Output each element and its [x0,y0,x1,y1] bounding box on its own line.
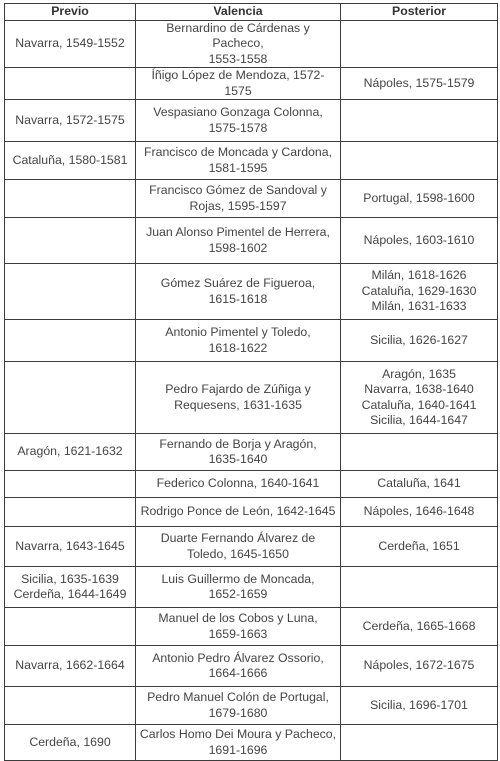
cell-previo: Sicilia, 1635-1639 Cerdeña, 1644-1649 [5,567,136,608]
table-row [5,646,498,687]
table-row [5,471,498,498]
cell-valencia: Antonio Pedro Álvarez Ossorio, 1664-1666 [136,646,341,687]
cell-posterior: Nápoles, 1672-1675 [341,646,498,687]
table-row [5,180,498,218]
viceroys-table [4,3,498,761]
cell-previo [5,608,136,646]
header-previo: Previo [5,4,136,21]
header-row [5,4,498,21]
table-row [5,434,498,471]
cell-posterior: Cerdeña, 1651 [341,527,498,567]
cell-posterior [341,20,498,68]
cell-posterior: Sicilia, 1626-1627 [341,320,498,362]
table-row [5,264,498,320]
cell-valencia: Antonio Pimentel y Toledo, 1618-1622 [136,320,341,362]
cell-posterior: Sicilia, 1696-1701 [341,687,498,725]
header-posterior: Posterior [341,4,498,21]
cell-posterior [341,725,498,761]
cell-valencia: Bernardino de Cárdenas y Pacheco, 1553-1558 [136,20,341,68]
cell-previo: Navarra, 1572-1575 [5,100,136,142]
cell-posterior [341,100,498,142]
table-row [5,100,498,142]
table-row [5,142,498,180]
cell-valencia: Vespasiano Gonzaga Colonna, 1575-1578 [136,100,341,142]
cell-previo [5,218,136,264]
cell-valencia: Manuel de los Cobos y Luna, 1659-1663 [136,608,341,646]
table-row [5,527,498,567]
cell-posterior [341,434,498,471]
cell-posterior: Nápoles, 1575-1579 [341,68,498,100]
cell-valencia: Rodrigo Ponce de León, 1642-1645 [136,498,341,527]
header-valencia: Valencia [136,4,341,21]
cell-valencia: Íñigo López de Mendoza, 1572-1575 [136,68,341,100]
table-row [5,608,498,646]
cell-previo: Navarra, 1549-1552 [5,20,136,68]
cell-previo: Navarra, 1662-1664 [5,646,136,687]
cell-posterior: Cerdeña, 1665-1668 [341,608,498,646]
cell-valencia: Francisco de Moncada y Cardona, 1581-1595 [136,142,341,180]
cell-valencia: Pedro Manuel Colón de Portugal, 1679-1680 [136,687,341,725]
cell-previo: Cataluña, 1580-1581 [5,142,136,180]
cell-posterior [341,142,498,180]
cell-posterior: Portugal, 1598-1600 [341,180,498,218]
cell-previo: Navarra, 1643-1645 [5,527,136,567]
table-row [5,498,498,527]
cell-valencia: Federico Colonna, 1640-1641 [136,471,341,498]
table-row [5,20,498,68]
cell-previo [5,264,136,320]
cell-previo: Cerdeña, 1690 [5,725,136,761]
table-row [5,362,498,434]
cell-previo [5,471,136,498]
table-row [5,725,498,761]
table-row [5,567,498,608]
cell-previo [5,362,136,434]
cell-previo [5,68,136,100]
cell-valencia: Francisco Gómez de Sandoval y Rojas, 1595-1597 [136,180,341,218]
cell-previo: Aragón, 1621-1632 [5,434,136,471]
cell-previo [5,687,136,725]
cell-previo [5,180,136,218]
cell-posterior [341,567,498,608]
table-row [5,687,498,725]
table-row [5,68,498,100]
cell-posterior: Cataluña, 1641 [341,471,498,498]
table-row [5,320,498,362]
cell-posterior: Milán, 1618-1626 Cataluña, 1629-1630 Milán, 1631-1633 [341,264,498,320]
table-row [5,218,498,264]
cell-valencia: Carlos Homo Dei Moura y Pacheco, 1691-1696 [136,725,341,761]
cell-previo [5,498,136,527]
cell-posterior: Aragón, 1635 Navarra, 1638-1640 Cataluña, 1640-1641 Sicilia, 1644-1647 [341,362,498,434]
cell-posterior: Nápoles, 1646-1648 [341,498,498,527]
cell-valencia: Luis Guillermo de Moncada, 1652-1659 [136,567,341,608]
cell-valencia: Pedro Fajardo de Zúñiga y Requesens, 1631-1635 [136,362,341,434]
cell-posterior: Nápoles, 1603-1610 [341,218,498,264]
cell-valencia: Duarte Fernando Álvarez de Toledo, 1645-1650 [136,527,341,567]
cell-previo [5,320,136,362]
cell-valencia: Fernando de Borja y Aragón, 1635-1640 [136,434,341,471]
cell-valencia: Juan Alonso Pimentel de Herrera, 1598-1602 [136,218,341,264]
cell-valencia: Gómez Suárez de Figueroa, 1615-1618 [136,264,341,320]
